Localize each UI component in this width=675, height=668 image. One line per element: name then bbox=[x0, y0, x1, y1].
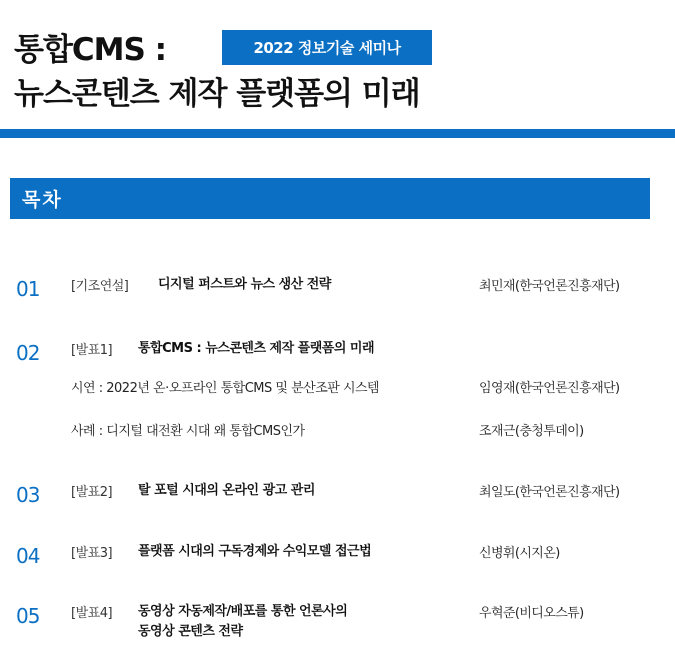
item-speaker: 우혁준(비디오스튜) bbox=[479, 606, 584, 621]
item-subtopic: 사례 : 디지털 대전환 시대 왜 통합CMS인가 bbox=[71, 424, 305, 439]
item-title-line-1: 동영상 자동제작/배포를 통한 언론사의 bbox=[138, 604, 348, 619]
item-category: [발표1] bbox=[71, 343, 113, 358]
item-subtopic: 시연 : 2022년 온·오프라인 통합CMS 및 분산조판 시스템 bbox=[71, 381, 380, 396]
item-category: [발표2] bbox=[71, 485, 113, 500]
item-speaker: 임영재(한국언론진흥재단) bbox=[479, 381, 620, 396]
item-title: 디지털 퍼스트와 뉴스 생산 전략 bbox=[158, 277, 331, 292]
item-category: [발표3] bbox=[71, 546, 113, 561]
item-number: 03 bbox=[16, 483, 40, 507]
item-speaker: 신병휘(시지온) bbox=[479, 546, 560, 561]
seminar-badge: 2022 정보기술 세미나 bbox=[222, 30, 432, 65]
item-category: [발표4] bbox=[71, 606, 113, 621]
toc-heading: 목차 bbox=[10, 178, 650, 219]
item-number: 05 bbox=[16, 604, 40, 628]
item-speaker: 최민재(한국언론진흥재단) bbox=[479, 279, 620, 294]
item-speaker: 조재근(충청투데이) bbox=[479, 424, 584, 439]
item-title: 플랫폼 시대의 구독경제와 수익모델 접근법 bbox=[138, 544, 372, 559]
title-line-2: 뉴스콘텐츠 제작 플랫폼의 미래 bbox=[14, 76, 420, 112]
item-title: 탈 포털 시대의 온라인 광고 관리 bbox=[138, 483, 315, 498]
item-speaker: 최일도(한국언론진흥재단) bbox=[479, 485, 620, 500]
header-divider bbox=[0, 129, 675, 138]
item-category: [기조연설] bbox=[71, 279, 129, 294]
title-line-1: 통합CMS : bbox=[14, 32, 167, 68]
item-title-line-2: 동영상 콘텐츠 전략 bbox=[138, 624, 243, 639]
item-number: 04 bbox=[16, 544, 40, 568]
item-title: 통합CMS : 뉴스콘텐츠 제작 플랫폼의 미래 bbox=[138, 341, 375, 356]
item-number: 02 bbox=[16, 341, 40, 365]
item-number: 01 bbox=[16, 277, 40, 301]
